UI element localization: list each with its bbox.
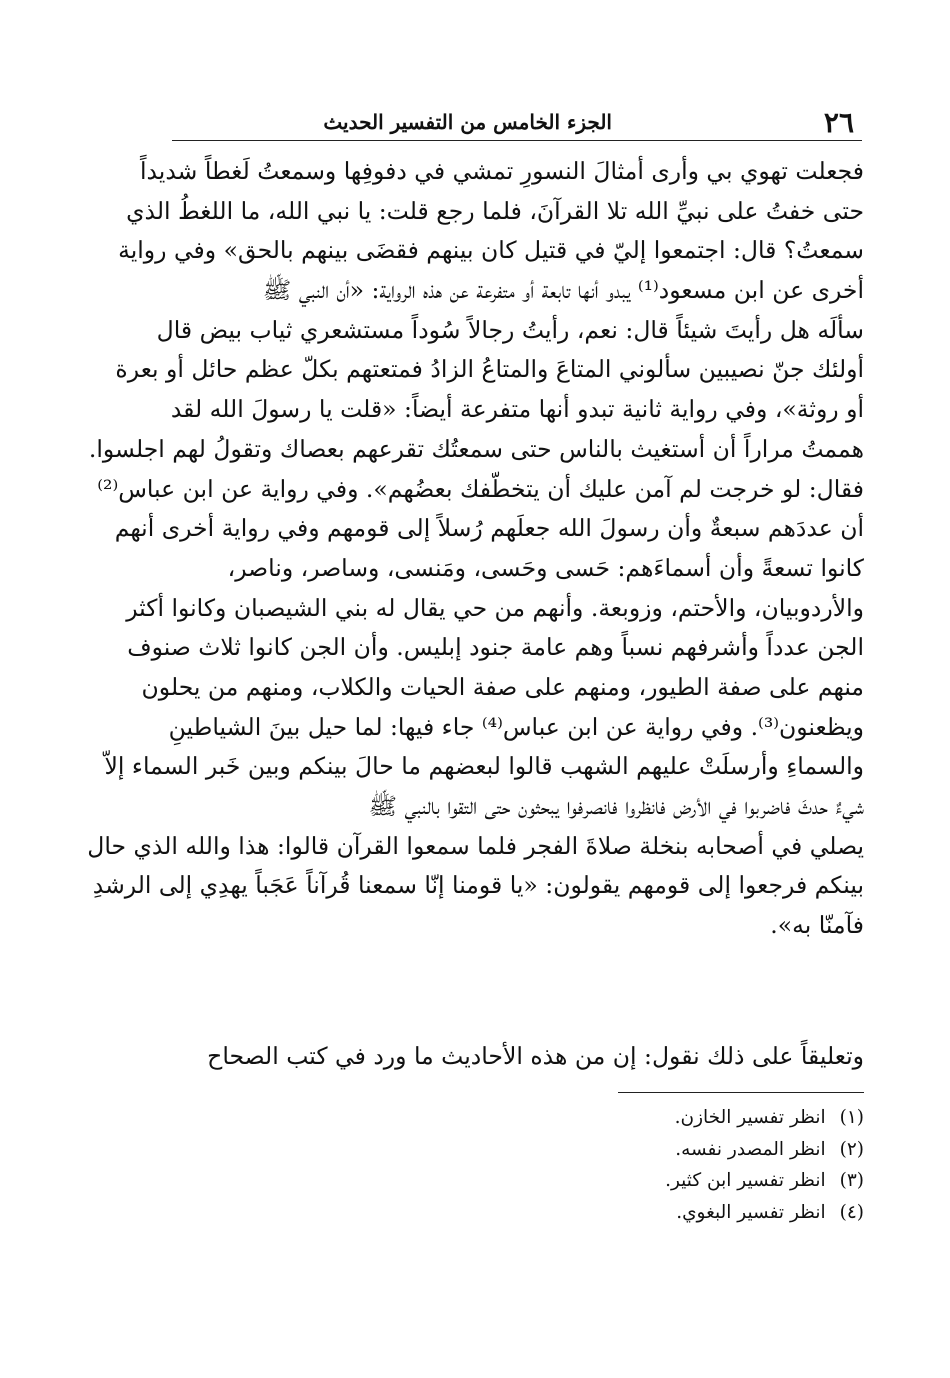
text-line: سألَه هل رأيتَ شيئاً قال: نعم، رأيتُ رجالاً سُوداً مستشعري ثياب بيض قال [156,315,864,344]
text-line: ويظعنون⁽³⁾. وفي رواية عن ابن عباس⁽⁴⁾ جاء فيها: لما حيل بينَ الشياطينِ [168,712,864,741]
text-line: شيءٌ حدثَ فاضربوا في الأرض فانظروا فانصرفوا يبحثون حتى التقوا بالنبي ﷺ [368,792,864,820]
text-line: سمعتُ؟ قال: اجتمعوا إليّ في قتيل كان بينهم فقضَى بينهم بالحق» وفي رواية [118,236,864,265]
footnote-text: انظر المصدر نفسه. [675,1138,826,1160]
footnote-number: (٣) [839,1170,864,1191]
footnote [420,1134,864,1166]
closing-paragraph: وتعليقاً على ذلك نقول: إن من هذه الأحاديث ما ورد في كتب الصحاح [207,1042,864,1070]
text-line: منهم على صفة الطيور، ومنهم على صفة الحيات والكلاب، ومنهم من يحلون [141,672,864,701]
text-line: هممتُ مراراً أن أستغيث بالناس حتى سمعتُك تقرعهم بعصاك وتقولُ لهم اجلسوا. [88,434,864,463]
text-line: أخرى عن ابن مسعود⁽¹⁾ يبدو أنها تابعة أو متفرعة عن هذه الرواية: «أن النبي ﷺ [262,276,864,305]
footnote-text: انظر تفسير ابن كثير. [665,1170,826,1191]
text-line: كانوا تسعةً وأن أسماءَهم: حَسى وحَسى، ومَنسى، وساصر، وناصر، [227,553,864,582]
text-line: الجن عدداً وأشرفهم نسباً وهم عامة جنود إبليس. وأن الجن كانوا ثلاث صنوف [127,633,864,662]
text-line: فقال: لو خرجت لم آمن عليك أن يتخطّفك بعضُهم». وفي رواية عن ابن عباس⁽²⁾ [97,474,864,503]
footnote [420,1102,864,1134]
text-line: يصلي في أصحابه بنخلة صلاةَ الفجر فلما سمعوا القرآن قالوا: هذا والله الذي حال [87,831,864,860]
text-line: فآمنّا به». [770,911,864,940]
footnote-text: انظر تفسير الخازن. [674,1107,826,1128]
page-number: ٢٦ [823,106,854,139]
footnotes [420,1102,864,1228]
text-line: أو روثة»، وفي رواية ثانية تبدو أنها متفرعة أيضاً: «قلت يا رسولَ الله لقد [170,395,864,424]
text-line: والسماءِ وأرسلَتْ عليهم الشهب قالوا لبعضهم ما حالَ بينكم وبين خَبر السماء إلاّ [104,752,864,781]
footnote-number: (٢) [839,1138,864,1160]
body-text [87,152,864,946]
text-line: أولئك جنّ نصيبين سألوني المتاعَ والمتاعُ الزادُ فمتعتهم بكلّ عظم حائل أو بعرة [115,355,864,384]
text-line: فجعلت تهوي بي وأرى أمثالَ النسورِ تمشي في دفوفِها وسمعتُ لَغطاً شديداً [139,157,864,185]
running-title: الجزء الخامس من التفسير الحديث [323,110,612,134]
text-line: أن عددَهم سبعةٌ وأن رسولَ الله جعلَهم رُسلاً إلى قومهم وفي رواية أخرى أنهم [114,514,864,543]
footnote-text: انظر تفسير البغوي. [676,1201,826,1223]
footnote-number: (٤) [839,1201,864,1223]
footnote [420,1165,864,1197]
text-line: بينكم فرجعوا إلى قومهم يقولون: «يا قومنا إنّا سمعنا قُرآناً عَجَباً يهدِي إلى الرشدِ [92,871,864,900]
footnote [420,1197,864,1229]
footnote-separator [618,1092,864,1093]
footnote-number: (١) [839,1107,864,1128]
text-line: والأردوبيان، والأحتم، وزوبعة. وأنهم من حي يقال له بني الشيصبان وكانوا أكثر [126,593,864,622]
text-line: حتى خفتُ على نبيِّ الله تلا القرآنَ، فلما رجع قلت: يا نبي الله، ما اللغطُ الذي [126,196,864,225]
page-header [172,100,862,141]
